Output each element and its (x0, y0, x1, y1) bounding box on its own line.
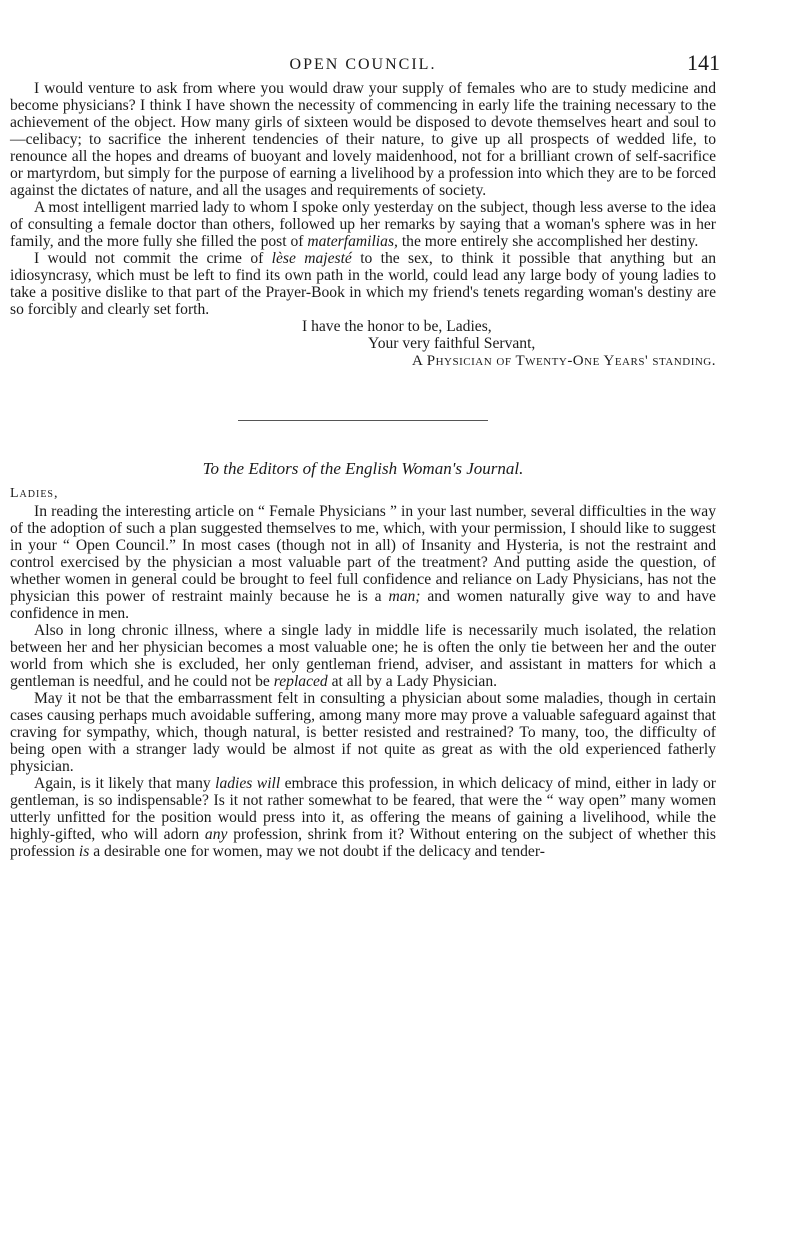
paragraph (10, 775, 716, 860)
text-run: profession, shrink from it? Without entering on the subject of whether this profession (10, 826, 716, 860)
paragraph (10, 199, 716, 250)
letter-heading: To the Editors of the English Woman's Journal. (202, 459, 524, 478)
paragraph (10, 503, 716, 622)
letter-one (10, 80, 716, 318)
italic-term: man; (388, 588, 421, 605)
journal-page (10, 40, 720, 860)
text-run: I would not commit the crime of (34, 250, 272, 267)
text-run: at all by a Lady Physician. (327, 673, 498, 690)
text-run: and women naturally give way to and have confidence in men. (10, 588, 716, 622)
italic-term: any (204, 826, 228, 843)
closing-line: Your very faithful Servant, (368, 335, 536, 352)
signature: A Physician of Twenty-One Years' standing. (412, 353, 716, 369)
paragraph: I would venture to ask from where you would draw your supply of females who are to study medicine and become physicians? I think I have shown the necessity of commencing in early life the training necessary to the achievement of the object. How many girls of sixteen would be disposed to devote themselves heart and soul to—celibacy; to sacrifice the inherent tendencies of their nature, to give up all prospects of wedded life, to renounce all the hopes and dreams of buoyant and lovely maidenhood, not for a brilliant crown of self-sacrifice or martyrdom, but simply for the purpose of earning a livelihood by a profession into which they are to be forced against the dictates of nature, and all the usages and requirements of society. (10, 80, 716, 199)
italic-term: replaced (273, 673, 328, 690)
closing-line: I have the honor to be, Ladies, (302, 318, 492, 335)
italic-term: lèse majesté (271, 250, 352, 267)
text-run: In reading the interesting article on “ Female Physicians ” in your last number, several difficulties in the way of the adoption of such a plan suggested themselves to me, which, with your permission, I should like to suggest in your “ Open Council.” In most cases (though not in all) of Insanity and Hysteria, is not the restraint and control exercised by the physician a most valuable part of the treatment? And putting aside the question, of whether women in general could be brought to feel full confidence and reliance on Lady Physicians, has not the physician this power of restraint mainly because he is a (10, 503, 716, 605)
text-run: A most intelligent married lady to whom I spoke only yesterday on the subject, though less averse to the idea of consulting a female doctor than others, followed up her remarks by saying that a woman's sphere was in her family, and the more fully she filled the post of (10, 199, 716, 250)
running-head (10, 40, 720, 80)
italic-term: materfamilias, (307, 233, 398, 250)
salutation: Ladies, (10, 486, 59, 501)
italic-term: ladies will (215, 775, 281, 792)
text-run: Again, is it likely that many (34, 775, 211, 792)
running-title: OPEN COUNCIL. (289, 56, 437, 73)
section-divider (238, 420, 488, 421)
paragraph (10, 622, 716, 690)
letter-two (10, 503, 716, 860)
closing (10, 318, 716, 352)
page-number: 141 (687, 50, 720, 75)
text-run: to the sex, to think it possible that anything but an idiosyncrasy, which must be left to find its own path in the world, could lead any large body of young ladies to take a positive dislike to that part of the Prayer-Book in which my friend's tenets regarding woman's destiny are so forcibly and clearly set forth. (10, 250, 716, 318)
text-run: the more entirely she accomplished her destiny. (397, 233, 699, 250)
paragraph: May it not be that the embarrassment felt in consulting a physician about some maladies, though in certain cases causing perhaps much avoidable suffering, among many more may prove a valuable safeguard against that craving for sympathy, which, though natural, is better resisted and restrained? To many, too, the difficulty of being open with a stranger lady would be almost if not quite as great as with the old experienced fatherly physician. (10, 690, 716, 775)
text-run: Also in long chronic illness, where a single lady in middle life is necessarily much isolated, the relation between her and her physician becomes a most valuable one; he is often the only tie between her and the outer world from which she is excluded, her only gentleman friend, adviser, and assistant in matters for which a gentleman is needful, and he could not be (10, 622, 716, 690)
text-run: a desirable one for women, may we not doubt if the delicacy and tender- (93, 843, 545, 860)
paragraph (10, 250, 716, 318)
text-run: embrace this profession, in which delicacy of mind, either in lady or gentleman, is so indispensable? Is it not rather somewhat to be feared, that were the “ way open” many women utterly unfitted for the position would press into it, as offering the means of gaining a livelihood, while the highly-gifted, who will adorn (10, 775, 717, 843)
italic-term: is (78, 843, 90, 860)
